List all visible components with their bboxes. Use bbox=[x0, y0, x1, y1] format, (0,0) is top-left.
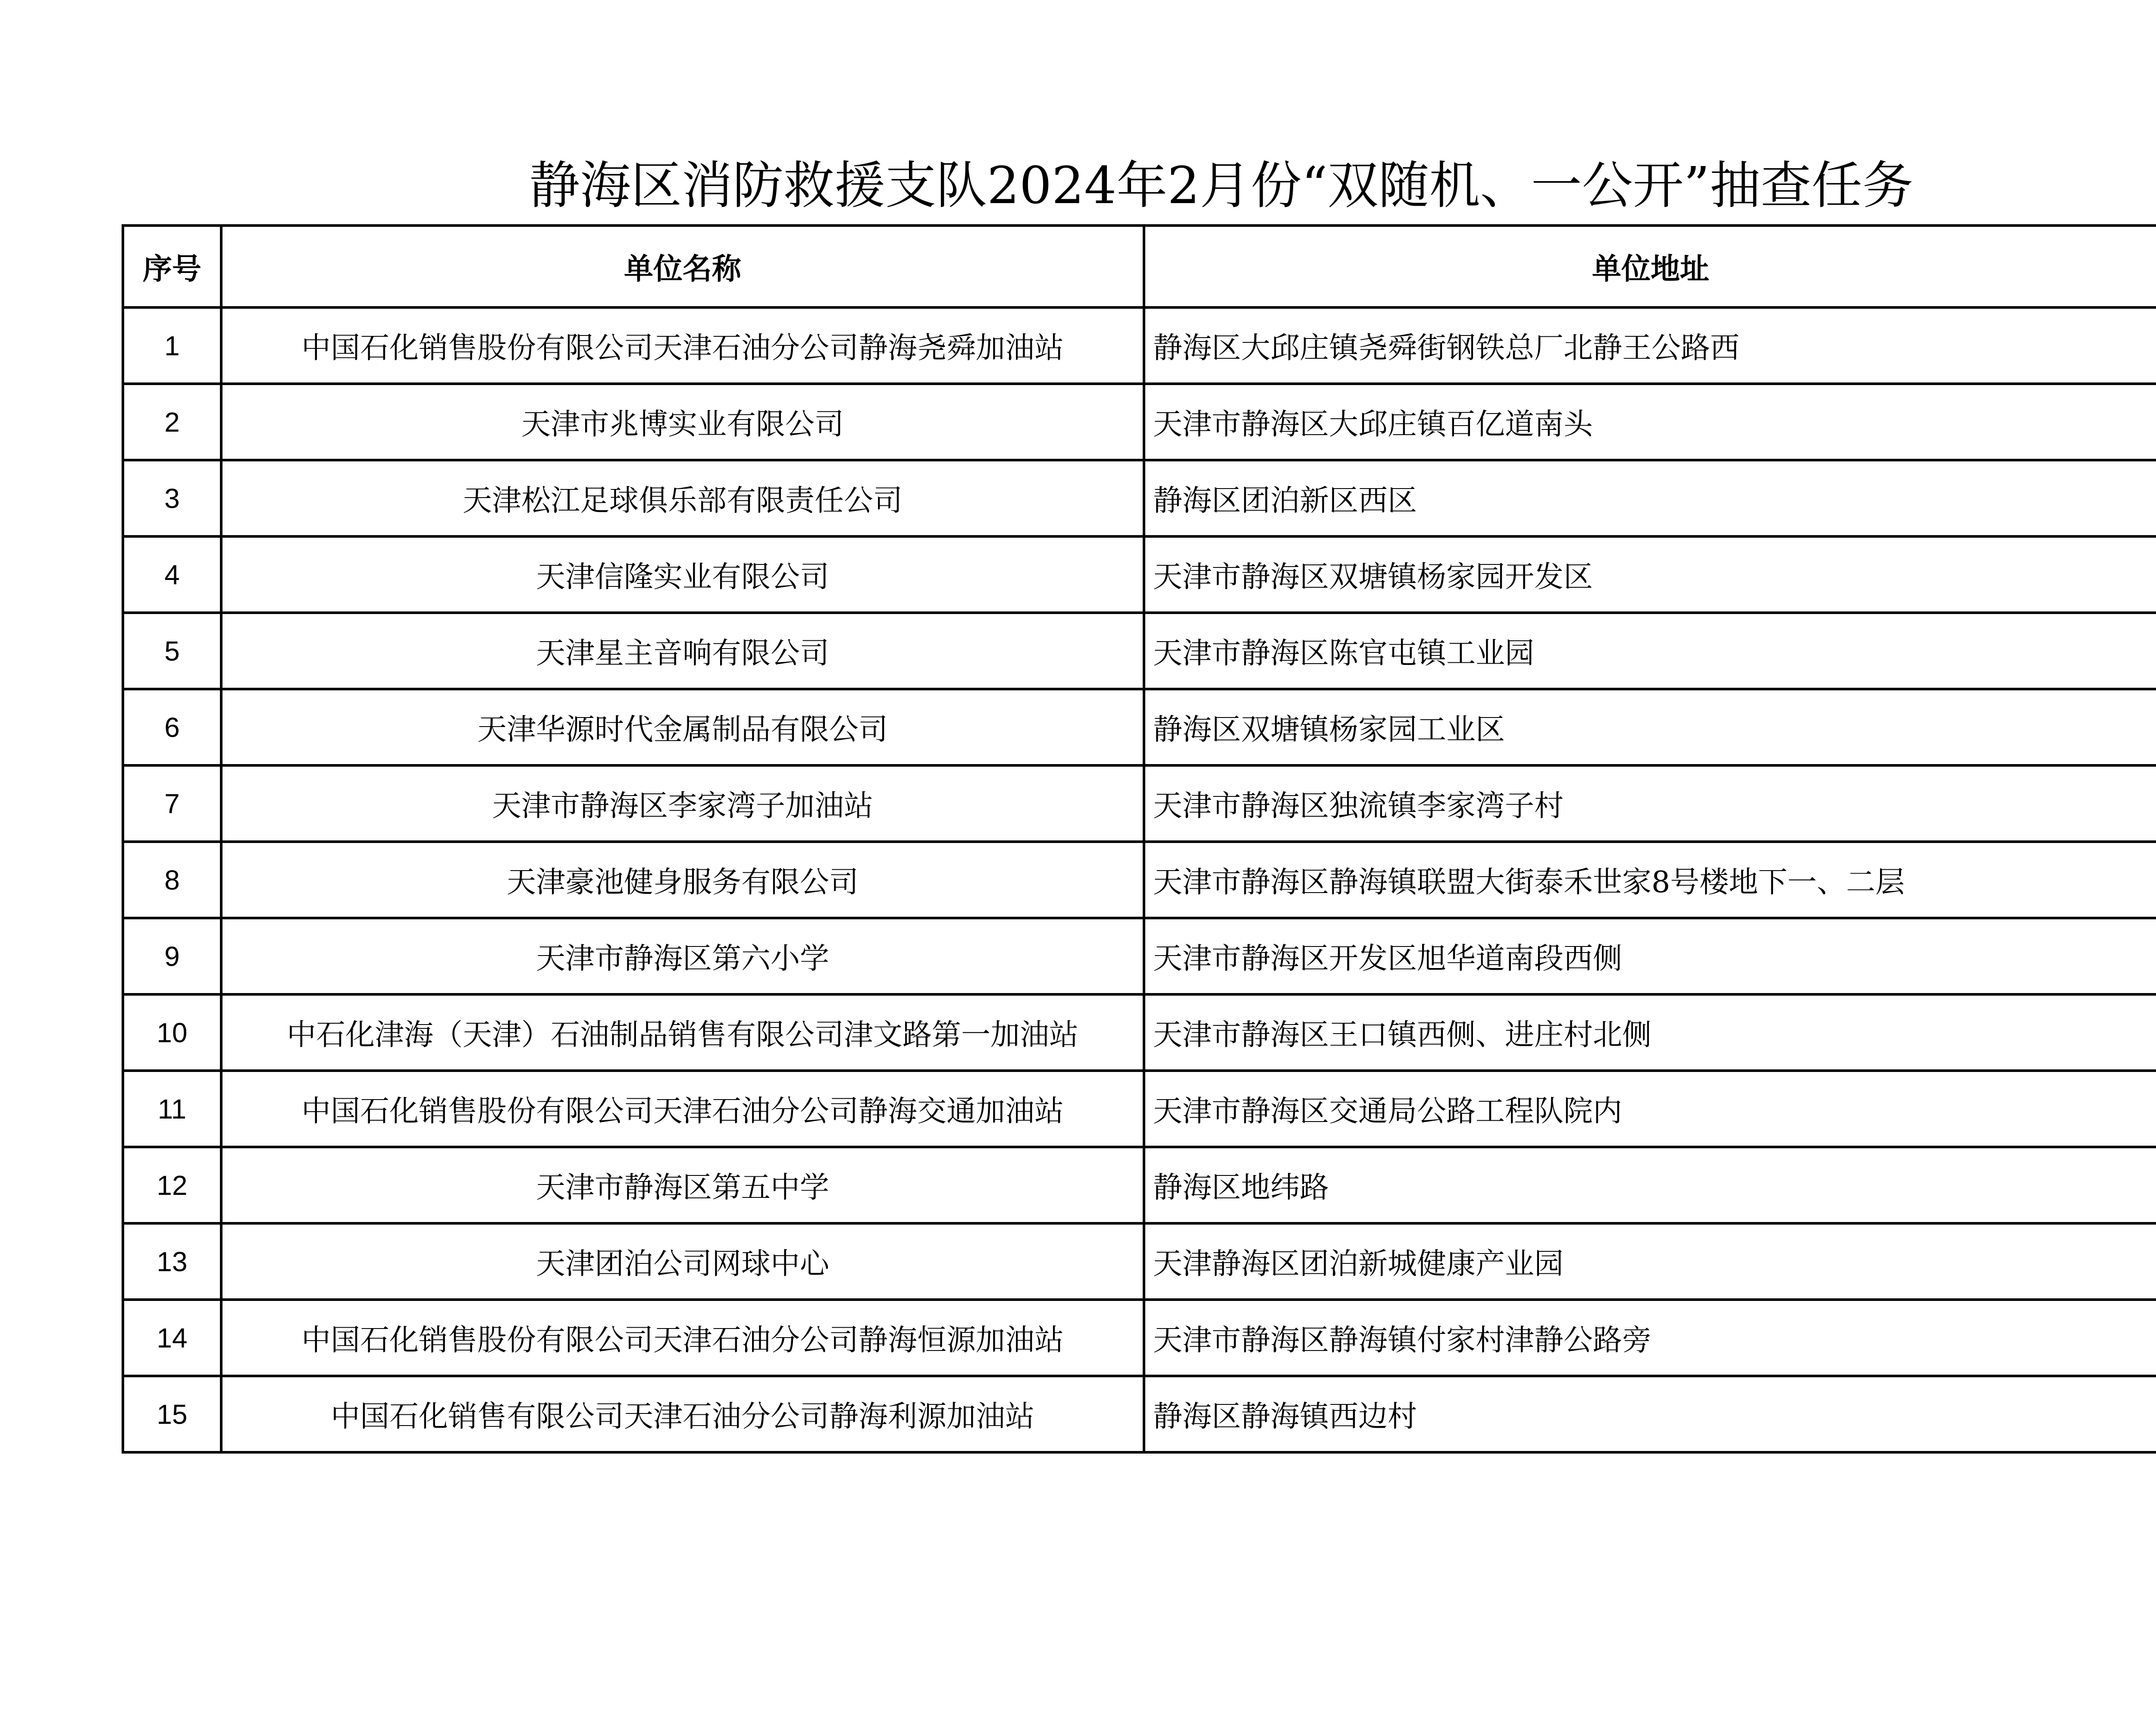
row-unit-address: 静海区双塘镇杨家园工业区 bbox=[1144, 689, 2156, 765]
row-index: 1 bbox=[123, 307, 221, 384]
row-index: 6 bbox=[123, 689, 221, 765]
row-index: 10 bbox=[123, 994, 221, 1071]
row-unit-address: 天津市静海区静海镇联盟大街泰禾世家8号楼地下一、二层 bbox=[1144, 842, 2156, 918]
table-row bbox=[123, 536, 2156, 613]
row-unit-name: 中国石化销售股份有限公司天津石油分公司静海尧舜加油站 bbox=[221, 307, 1144, 384]
row-unit-name: 天津华源时代金属制品有限公司 bbox=[221, 689, 1144, 765]
table-row bbox=[123, 307, 2156, 384]
row-index: 7 bbox=[123, 765, 221, 842]
row-unit-address: 静海区团泊新区西区 bbox=[1144, 460, 2156, 536]
row-index: 12 bbox=[123, 1147, 221, 1223]
table-header-row bbox=[123, 226, 2156, 307]
row-unit-name: 天津豪池健身服务有限公司 bbox=[221, 842, 1144, 918]
table-row bbox=[123, 689, 2156, 765]
row-unit-address: 天津市静海区独流镇李家湾子村 bbox=[1144, 765, 2156, 842]
row-index: 2 bbox=[123, 384, 221, 460]
row-unit-address: 天津市静海区王口镇西侧、进庄村北侧 bbox=[1144, 994, 2156, 1071]
row-index: 11 bbox=[123, 1071, 221, 1147]
row-unit-name: 天津市静海区第六小学 bbox=[221, 918, 1144, 994]
row-index: 5 bbox=[123, 613, 221, 689]
table-row bbox=[123, 1147, 2156, 1223]
inspection-task-table bbox=[122, 224, 2156, 1454]
row-index: 9 bbox=[123, 918, 221, 994]
row-unit-address: 静海区静海镇西边村 bbox=[1144, 1376, 2156, 1452]
header-unit-address: 单位地址 bbox=[1144, 226, 2156, 307]
row-index: 13 bbox=[123, 1223, 221, 1300]
row-unit-name: 中国石化销售有限公司天津石油分公司静海利源加油站 bbox=[221, 1376, 1144, 1452]
row-unit-address: 天津市静海区大邱庄镇百亿道南头 bbox=[1144, 384, 2156, 460]
row-unit-name: 中国石化销售股份有限公司天津石油分公司静海交通加油站 bbox=[221, 1071, 1144, 1147]
row-unit-name: 天津市静海区李家湾子加油站 bbox=[221, 765, 1144, 842]
row-unit-address: 天津市静海区交通局公路工程队院内 bbox=[1144, 1071, 2156, 1147]
row-unit-address: 天津市静海区陈官屯镇工业园 bbox=[1144, 613, 2156, 689]
row-unit-address: 天津市静海区开发区旭华道南段西侧 bbox=[1144, 918, 2156, 994]
row-unit-name: 天津市兆博实业有限公司 bbox=[221, 384, 1144, 460]
table-row bbox=[123, 460, 2156, 536]
row-unit-address: 静海区大邱庄镇尧舜街钢铁总厂北静王公路西 bbox=[1144, 307, 2156, 384]
row-unit-name: 中国石化销售股份有限公司天津石油分公司静海恒源加油站 bbox=[221, 1300, 1144, 1376]
table-row bbox=[123, 1300, 2156, 1376]
row-index: 15 bbox=[123, 1376, 221, 1452]
table-row bbox=[123, 765, 2156, 842]
table-row bbox=[123, 842, 2156, 918]
row-unit-address: 天津静海区团泊新城健康产业园 bbox=[1144, 1223, 2156, 1300]
page-title: 静海区消防救援支队2024年2月份“双随机、一公开”抽查任务 bbox=[529, 156, 1914, 215]
table-row bbox=[123, 384, 2156, 460]
row-unit-address: 静海区地纬路 bbox=[1144, 1147, 2156, 1223]
row-unit-name: 天津信隆实业有限公司 bbox=[221, 536, 1144, 613]
row-unit-name: 天津市静海区第五中学 bbox=[221, 1147, 1144, 1223]
row-unit-name: 中石化津海（天津）石油制品销售有限公司津文路第一加油站 bbox=[221, 994, 1144, 1071]
row-unit-name: 天津星主音响有限公司 bbox=[221, 613, 1144, 689]
row-unit-name: 天津团泊公司网球中心 bbox=[221, 1223, 1144, 1300]
row-unit-address: 天津市静海区静海镇付家村津静公路旁 bbox=[1144, 1300, 2156, 1376]
table-row bbox=[123, 1223, 2156, 1300]
row-index: 14 bbox=[123, 1300, 221, 1376]
table-row bbox=[123, 1071, 2156, 1147]
row-unit-name: 天津松江足球俱乐部有限责任公司 bbox=[221, 460, 1144, 536]
table-row bbox=[123, 1376, 2156, 1452]
row-index: 3 bbox=[123, 460, 221, 536]
row-unit-address: 天津市静海区双塘镇杨家园开发区 bbox=[1144, 536, 2156, 613]
table-row bbox=[123, 994, 2156, 1071]
header-index: 序号 bbox=[123, 226, 221, 307]
table-row bbox=[123, 918, 2156, 994]
row-index: 8 bbox=[123, 842, 221, 918]
row-index: 4 bbox=[123, 536, 221, 613]
header-unit-name: 单位名称 bbox=[221, 226, 1144, 307]
table-row bbox=[123, 613, 2156, 689]
